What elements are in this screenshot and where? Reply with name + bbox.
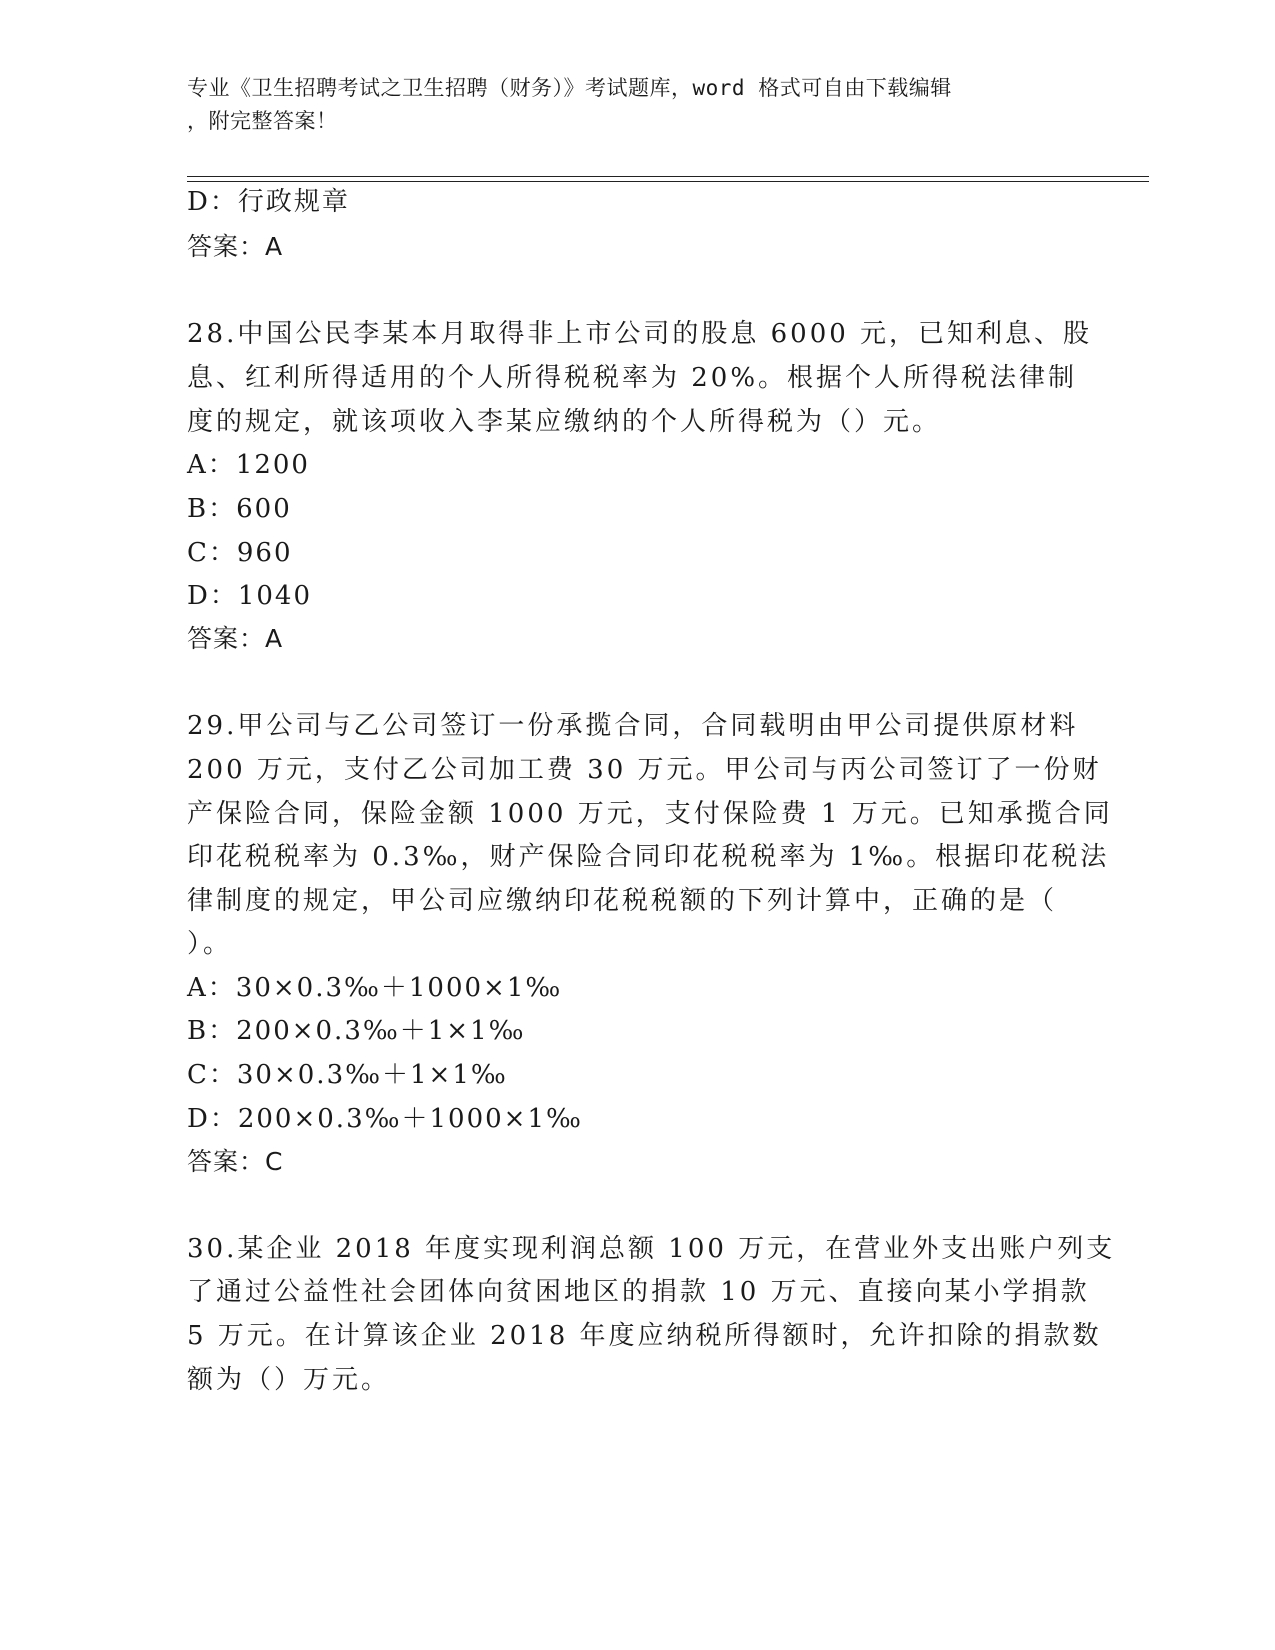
- q28-stem-line-1: 28.中国公民李某本月取得非上市公司的股息 6000 元，已知利息、股: [187, 319, 1093, 349]
- q28-stem-line-2: 息、红利所得适用的个人所得税税率为 20%。根据个人所得税法律制: [187, 363, 1078, 393]
- q29-option-c: C：30×0.3‰＋1×1‰: [187, 1060, 508, 1090]
- header-line-1: 专业《卫生招聘考试之卫生招聘（财务）》考试题库，word 格式可自由下载编辑: [187, 76, 952, 100]
- header-divider-bottom: [187, 181, 1149, 182]
- q29-option-b: B：200×0.3‰＋1×1‰: [187, 1016, 526, 1046]
- header-divider-top: [187, 176, 1149, 177]
- q29-stem-line-1: 29.甲公司与乙公司签订一份承揽合同，合同载明由甲公司提供原材料: [187, 711, 1079, 741]
- document-header: [187, 72, 1067, 138]
- q28-option-d: D：1040: [187, 581, 313, 611]
- q28-option-c: C：960: [187, 538, 293, 568]
- q30-stem-line-2: 了通过公益性社会团体向贫困地区的捐款 10 万元、直接向某小学捐款: [187, 1277, 1090, 1307]
- q29-stem-line-6: ）。: [187, 929, 233, 959]
- q29-stem-line-5: 律制度的规定，甲公司应缴纳印花税税额的下列计算中，正确的是（: [187, 886, 1058, 916]
- header-line-2: ，附完整答案！: [187, 109, 338, 133]
- q29-answer: 答案：C: [187, 1147, 284, 1176]
- q29-stem-line-3: 产保险合同，保险金额 1000 万元，支付保险费 1 万元。已知承揽合同: [187, 799, 1113, 829]
- q28-stem-line-3: 度的规定，就该项收入李某应缴纳的个人所得税为（）元。: [187, 407, 942, 437]
- q29-option-a: A：30×0.3‰＋1000×1‰: [187, 973, 563, 1003]
- q29-option-d: D：200×0.3‰＋1000×1‰: [187, 1104, 583, 1134]
- q28-option-a: A：1200: [187, 450, 310, 480]
- q29-stem-line-4: 印花税税率为 0.3‰，财产保险合同印花税税率为 1‰。根据印花税法: [187, 842, 1110, 872]
- q28-option-b: B：600: [187, 494, 292, 524]
- q28-answer: 答案：A: [187, 624, 284, 653]
- q30-stem-line-4: 额为（）万元。: [187, 1365, 391, 1395]
- q27-answer: 答案：A: [187, 232, 284, 261]
- q30-stem-line-3: 5 万元。在计算该企业 2018 年度应纳税所得额时，允许扣除的捐款数: [187, 1321, 1102, 1351]
- q29-stem-line-2: 200 万元，支付乙公司加工费 30 万元。甲公司与丙公司签订了一份财: [187, 755, 1102, 785]
- q27-option-d: D：行政规章: [187, 187, 350, 217]
- q30-stem-line-1: 30.某企业 2018 年度实现利润总额 100 万元，在营业外支出账户列支: [187, 1234, 1116, 1264]
